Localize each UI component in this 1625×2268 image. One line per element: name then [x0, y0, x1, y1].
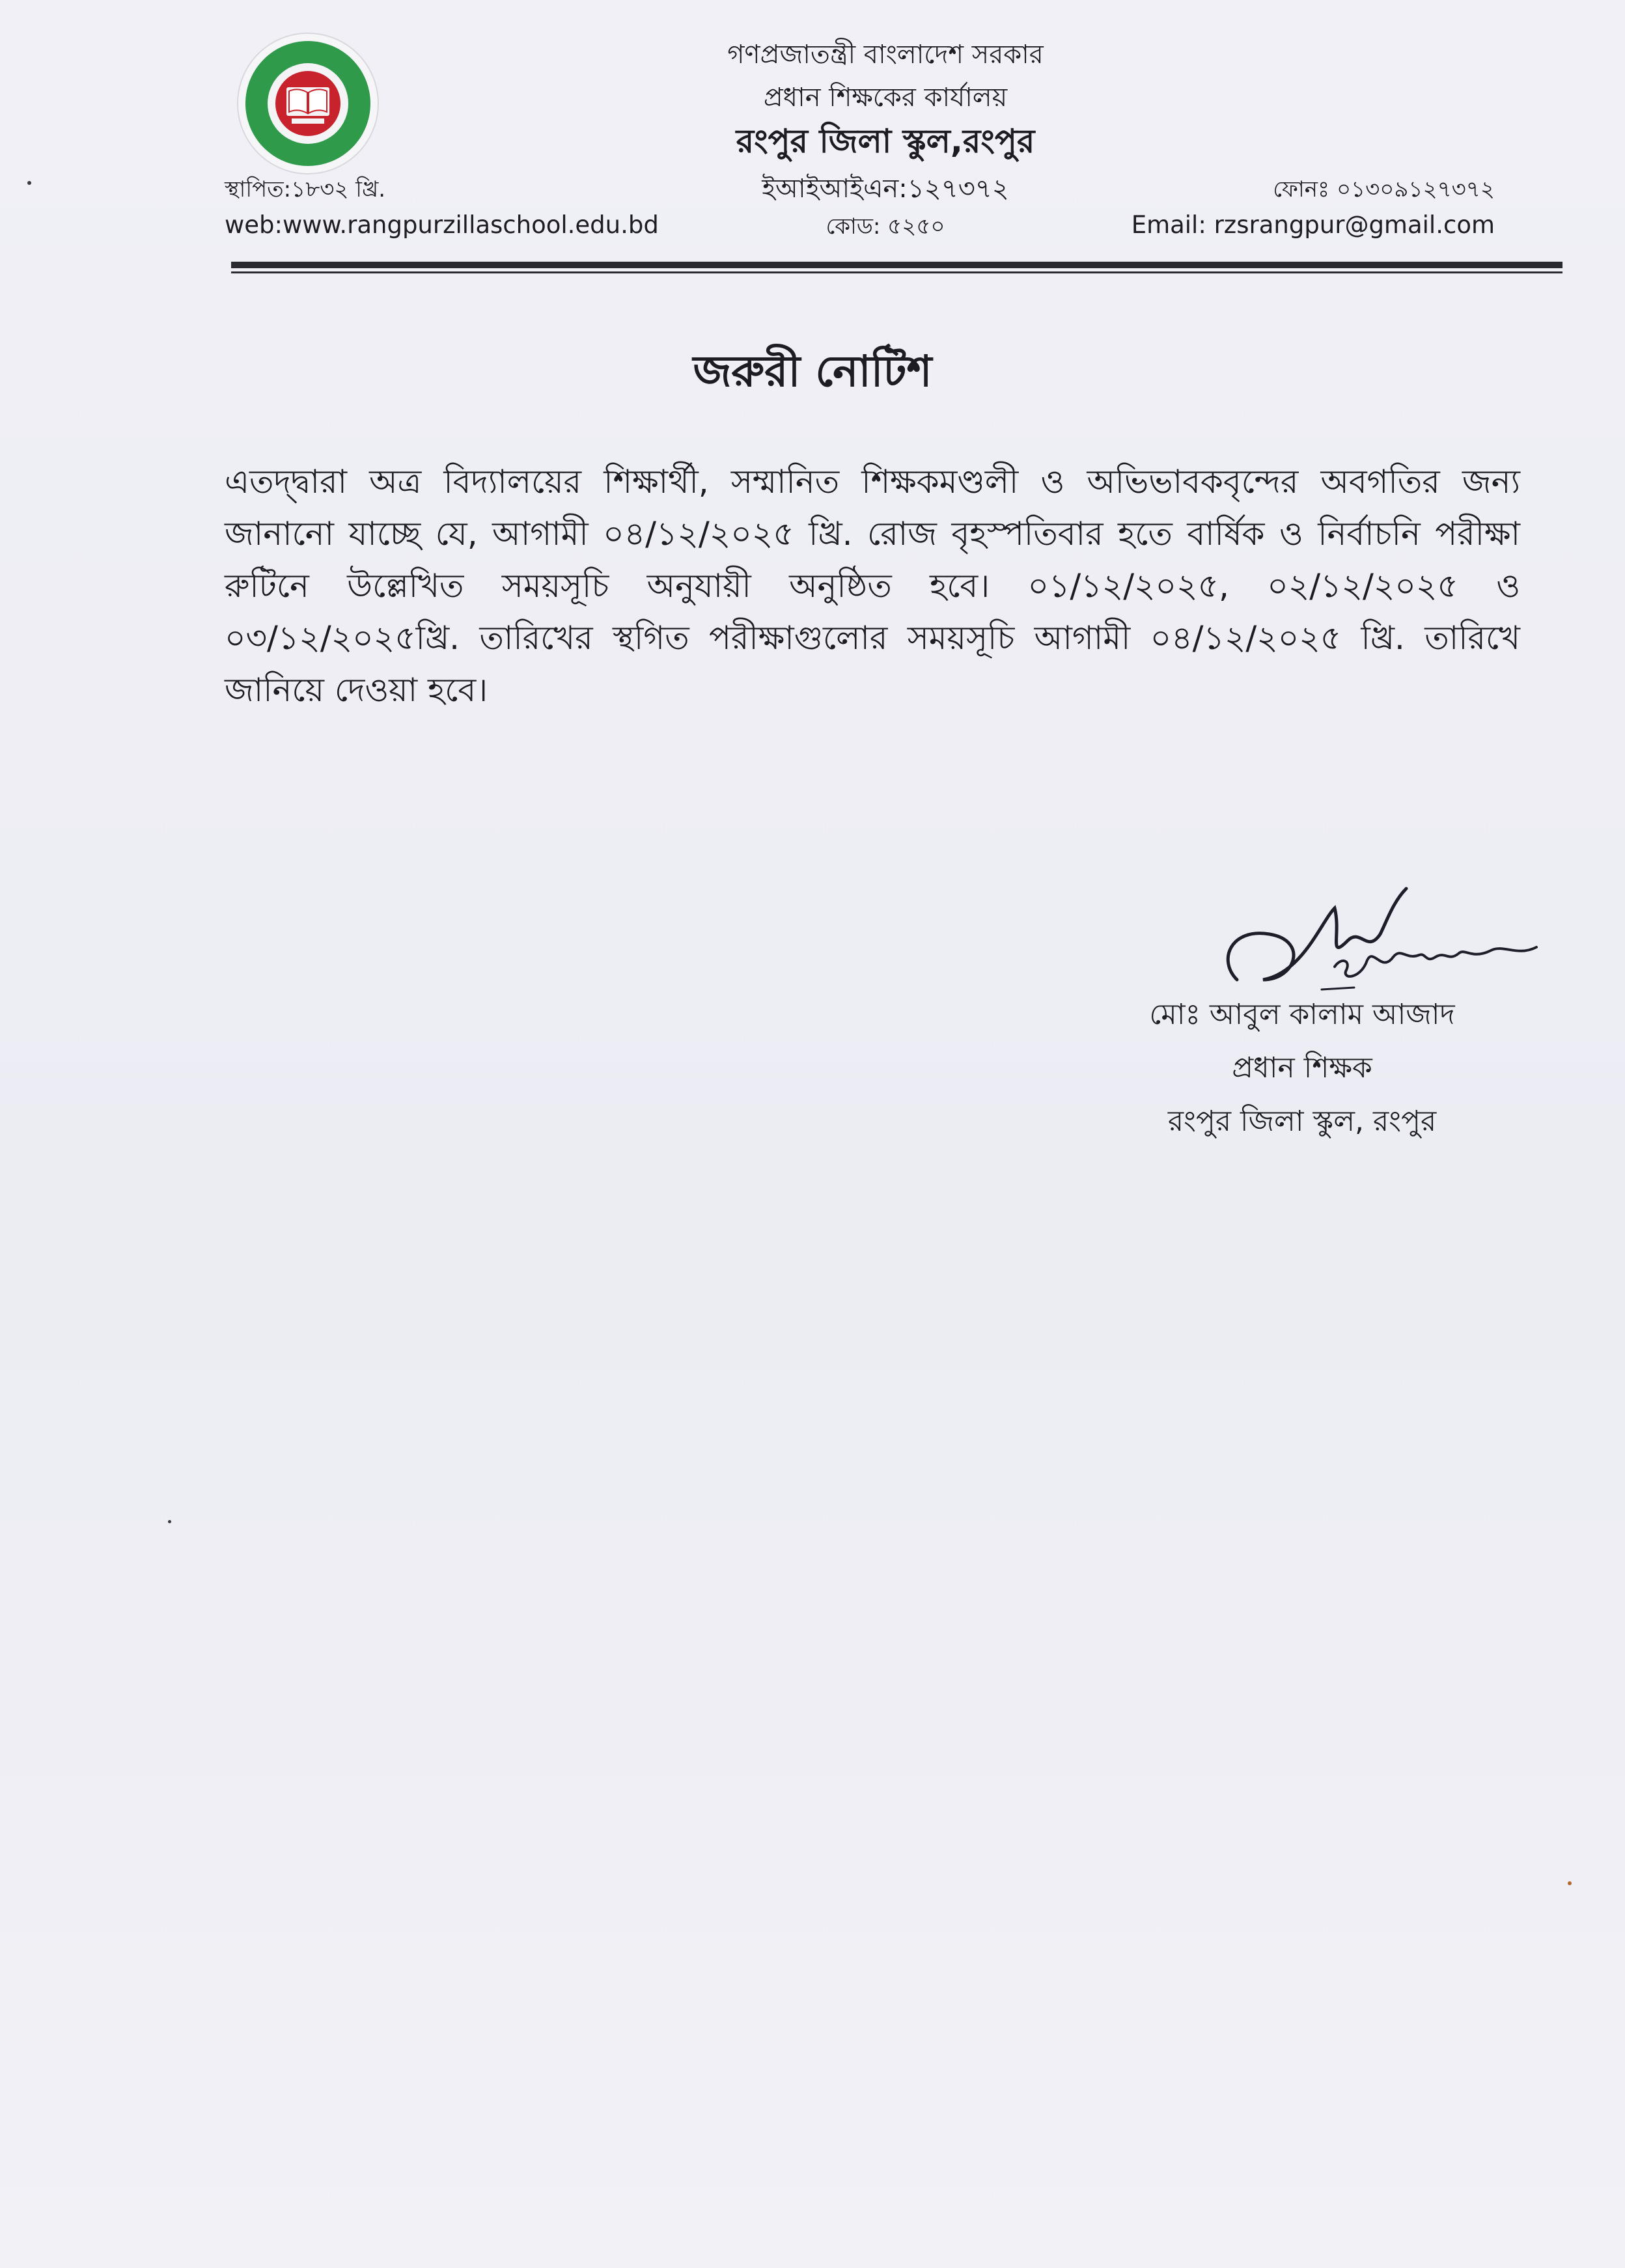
school-code: কোড: ৫২৫০: [826, 214, 945, 240]
header-divider-thin: [231, 271, 1562, 273]
government-heading: গণপ্রজাতন্ত্রী বাংলাদেশ সরকার: [727, 40, 1044, 70]
notice-title: জরুরী নোটিশ: [693, 346, 932, 396]
established-year: স্থাপিত:১৮৩২ খ্রি.: [225, 176, 386, 202]
paper-speck: [27, 181, 31, 185]
signatory-institution: রংপুর জিলা স্কুল, রংপুর: [1167, 1105, 1437, 1138]
signatory-designation: প্রধান শিক্ষক: [1232, 1051, 1372, 1085]
paper-speck: [1568, 1881, 1572, 1885]
header-divider: [231, 262, 1562, 268]
notice-body: এতদ্দ্বারা অত্র বিদ্যালয়ের শিক্ষার্থী, সম্মানিত শিক্ষকমণ্ডলী ও অভিভাবকবৃন্দের অবগতির জন্য জানানো যাচ্ছে যে, আগামী ০৪/১২/২০২৫ খ্রি. রোজ বৃহস্পতিবার হতে বার্ষিক ও নির্বাচনি পরীক্ষা রুটিনে উল্লেখিত সময়সূচি অনুযায়ী অনুষ্ঠিত হবে। ০১/১২/২০২৫, ০২/১২/২০২৫ ও ০৩/১২/২০২৫খ্রি. তারিখের স্থগিত পরীক্ষাগুলোর সময়সূচি আগামী ০৪/১২/২০২৫ খ্রি. তারিখে জানিয়ে দেওয়া হবে।: [225, 463, 1520, 709]
paper-speck: [168, 1520, 171, 1523]
phone-number: ফোনঃ ০১৩০৯১২৭৩৭২: [1273, 176, 1495, 202]
website-url[interactable]: web:www.rangpurzillaschool.edu.bd: [225, 211, 659, 239]
school-crest-icon: [236, 31, 380, 176]
email-address[interactable]: Email: rzsrangpur@gmail.com: [1131, 211, 1495, 239]
eiin-number: ইআইআইএন:১২৭৩৭২: [762, 174, 1009, 204]
school-name: রংপুর জিলা স্কুল,রংপুর: [736, 122, 1035, 160]
signatory-name: মোঃ আবুল কালাম আজাদ: [1149, 998, 1455, 1031]
office-heading: প্রধান শিক্ষকের কার্যালয়: [763, 83, 1008, 113]
